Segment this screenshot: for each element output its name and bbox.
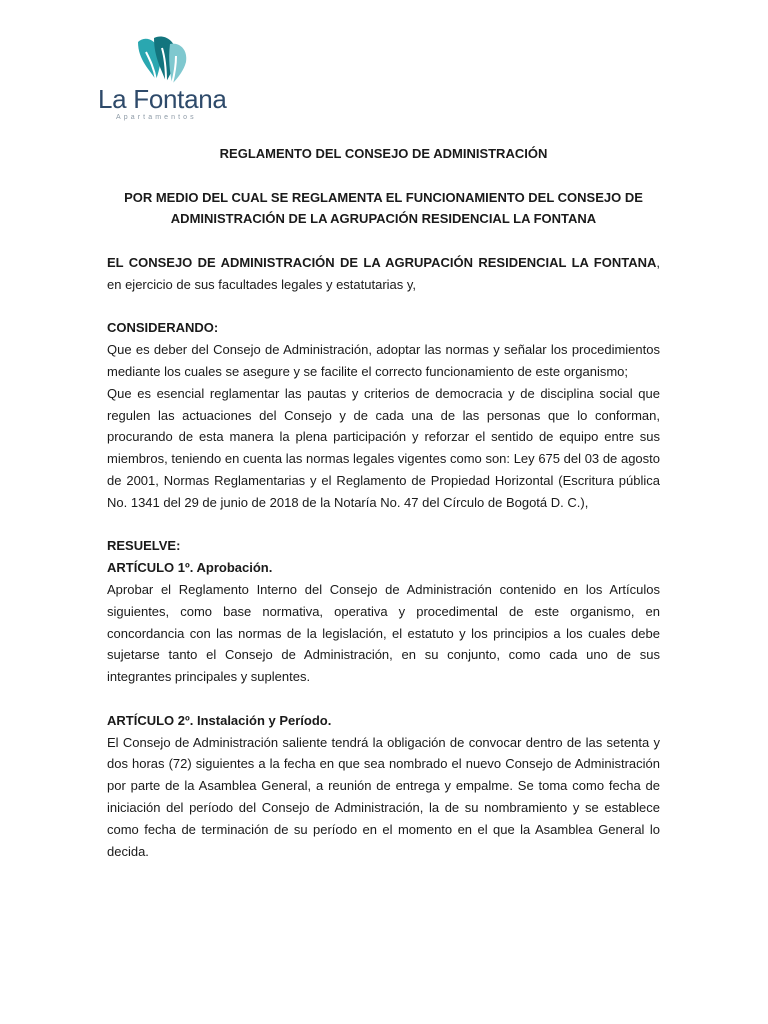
document-title: REGLAMENTO DEL CONSEJO DE ADMINISTRACIÓN xyxy=(219,146,548,161)
articulo-1-text: Aprobar el Reglamento Interno del Consejo de Administración contenido en los Artículos siguientes, como base normativa, operativa y procedimental de este organismo, en concordancia con las normas de la legislación, el estatuto y los principios a los cuales debe sujetarse tanto el Consejo de Administración, en su conjunto, como cada uno de sus integrantes principales y suplentes. xyxy=(107,581,660,685)
articulo-2-text: El Consejo de Administración saliente tendrá la obligación de convocar dentro de las setenta y dos horas (72) siguientes a la fecha en que sea nombrado el nuevo Consejo de Administración por parte de la Asamblea General, a reunión de entrega y empalme. Se toma como fecha de iniciación del período del Consejo de Administración, la de su nombramiento y se establece como fecha de terminación de su período en el momento en el que la Asamblea General lo decida. xyxy=(107,734,660,859)
considerando-heading: CONSIDERANDO: xyxy=(107,320,219,336)
la-fontana-logo xyxy=(96,34,241,126)
leaf-emblem-icon xyxy=(132,34,192,86)
considerando-paragraph-2: Que es esencial reglamentar las pautas y criterios de democracia y de disciplina social que regulen las actuaciones del Consejo y de cada una de las personas que lo conforman, procurando de esta manera la plena participación y reforzar el sentido de equipo entre sus miembros, teniendo en cuenta las normas legales vigentes como son: Ley 675 del 03 de agosto de 2001, Normas Reglamentarias y el Reglamento de Propiedad Horizontal (Escritura pública No. 1341 del 29 de junio de 2018 de la Notaría No. 47 del Círculo de Bogotá D. C.), xyxy=(107,385,660,510)
document-body xyxy=(107,143,660,862)
articulo-1-heading: ARTÍCULO 1º. Aprobación. xyxy=(107,560,273,576)
intro-bold-text: EL CONSEJO DE ADMINISTRACIÓN DE LA AGRUPACIÓN RESIDENCIAL LA FONTANA xyxy=(107,254,657,270)
intro-paragraph xyxy=(107,252,660,296)
logo-subtitle: Apartamentos xyxy=(116,114,197,121)
considerando-paragraph-1: Que es deber del Consejo de Administración, adoptar las normas y señalar los procedimientos mediante los cuales se asegure y se facilite el correcto funcionamiento de este organismo; xyxy=(107,342,660,379)
document-subtitle-line1: POR MEDIO DEL CUAL SE REGLAMENTA EL FUNCIONAMIENTO DEL CONSEJO DE xyxy=(124,189,643,205)
intro-rest-text: , en ejercicio de sus facultades legales y estatutarias y, xyxy=(107,254,660,292)
document-subtitle-line2: ADMINISTRACIÓN DE LA AGRUPACIÓN RESIDENCIAL LA FONTANA xyxy=(170,211,597,227)
logo-wordmark: La Fontana xyxy=(98,84,227,114)
resuelve-heading: RESUELVE: xyxy=(107,538,181,554)
articulo-2-heading: ARTÍCULO 2º. Instalación y Período. xyxy=(107,712,332,728)
